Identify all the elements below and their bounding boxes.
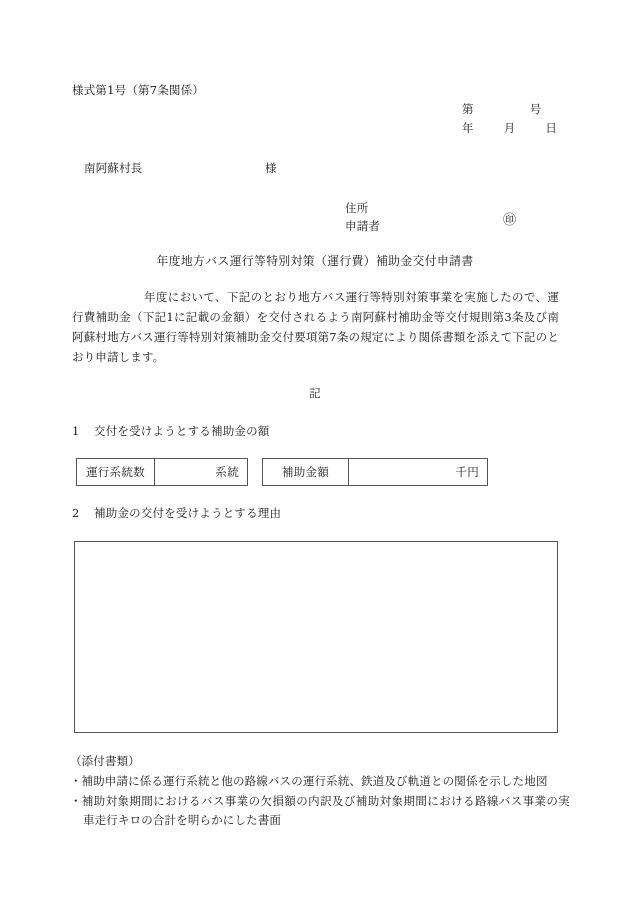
- body-paragraph: 年度において、下記のとおり地方バス運行等特別対策事業を実施したので、運行費補助金（下記1に記載の金額）を交付されるよう南阿蘇村補助金等交付規則第3条及び南阿蘇村地方バス運行等特別対策補助金交付要項第7条の規定により関係書類を添えて下記のとおり申請します。: [72, 290, 559, 364]
- attachments-section: [70, 752, 570, 831]
- subsidy-amount-label: 補助金額: [263, 459, 349, 486]
- attachments-title: （添付書類）: [70, 754, 140, 768]
- subsidy-amount-table: [262, 458, 488, 486]
- addressee-name: 南阿蘇村長: [84, 161, 143, 175]
- form-number: 様式第1号（第7条関係）: [72, 83, 205, 97]
- document-number-prefix: 第: [462, 102, 474, 116]
- addressee-honorific: 様: [265, 161, 277, 175]
- table-row: [263, 459, 488, 486]
- section-2-number: 2: [72, 506, 80, 520]
- document-number-row: [462, 101, 541, 119]
- attachment-item-text: 補助対象期間におけるバス事業の欠損額の内訳及び補助対象期間における路線バス事業の実車走行キロの合計を明らかにした書面: [81, 793, 570, 828]
- date-year-label: 年: [462, 121, 474, 135]
- section-2-heading: [72, 505, 281, 521]
- attachment-item-text: 補助申請に係る運行系統と他の路線バスの運行系統、鉄道及び軌道との関係を示した地図: [81, 773, 548, 788]
- document-title: 年度地方バス運行等特別対策（運行費）補助金交付申請書: [156, 254, 474, 268]
- section-1-label: 交付を受けようとする補助金の額: [94, 424, 270, 438]
- route-count-label: 運行系統数: [77, 459, 155, 486]
- date-month-label: 月: [503, 121, 516, 135]
- section-2-label: 補助金の交付を受けようとする理由: [94, 506, 282, 520]
- document-number-suffix: 号: [529, 102, 542, 116]
- date-day-label: 日: [545, 121, 558, 135]
- ki-marker: 記: [309, 386, 321, 400]
- bullet-icon: ・: [70, 793, 82, 808]
- subsidy-amount-value-cell[interactable]: 千円: [349, 459, 488, 486]
- seal-stamp-icon: ㊞: [503, 213, 517, 228]
- route-count-table: [76, 458, 248, 486]
- document-date-row: [462, 120, 557, 138]
- table-row: [77, 459, 248, 486]
- applicant-address-label: 住所: [345, 201, 369, 215]
- bullet-icon: ・: [70, 773, 82, 788]
- section-1-number: 1: [72, 424, 80, 438]
- reason-input-box[interactable]: [74, 541, 558, 733]
- route-count-value-cell[interactable]: 系統: [155, 459, 248, 486]
- section-1-heading: [72, 423, 270, 439]
- list-item: [70, 772, 570, 792]
- applicant-name-label: 申請者: [345, 219, 381, 233]
- list-item: [70, 792, 570, 832]
